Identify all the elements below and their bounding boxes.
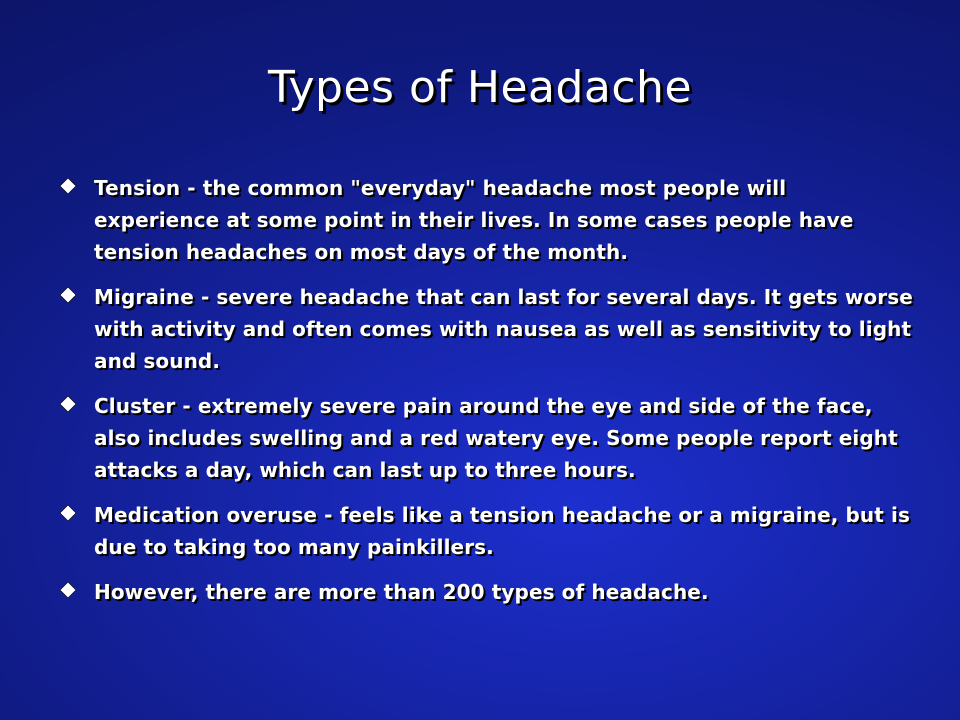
bullet-text: Cluster - extremely severe pain around the eye and side of the face, also includes swelling and a red watery eye. Some people report eight attacks a day, which can last up to three hours. bbox=[94, 394, 898, 482]
bullet-item bbox=[58, 172, 918, 268]
diamond-bullet-icon bbox=[60, 178, 76, 194]
diamond-bullet-icon bbox=[60, 396, 76, 412]
diamond-bullet-icon bbox=[60, 287, 76, 303]
bullet-item bbox=[58, 499, 918, 563]
bullet-text: However, there are more than 200 types of headache. bbox=[94, 580, 709, 604]
bullet-item bbox=[58, 576, 918, 608]
diamond-bullet-icon bbox=[60, 582, 76, 598]
bullet-list bbox=[58, 172, 918, 621]
bullet-item bbox=[58, 281, 918, 377]
bullet-text: Tension - the common "everyday" headache most people will experience at some point in their lives. In some cases people have tension headaches on most days of the month. bbox=[94, 176, 854, 264]
diamond-bullet-icon bbox=[60, 505, 76, 521]
bullet-item bbox=[58, 390, 918, 486]
bullet-text: Migraine - severe headache that can last for several days. It gets worse with activity and often comes with nausea as well as sensitivity to light and sound. bbox=[94, 285, 913, 373]
slide-title: Types of Headache bbox=[267, 62, 693, 113]
bullet-text: Medication overuse - feels like a tension headache or a migraine, but is due to taking too many painkillers. bbox=[94, 503, 910, 559]
